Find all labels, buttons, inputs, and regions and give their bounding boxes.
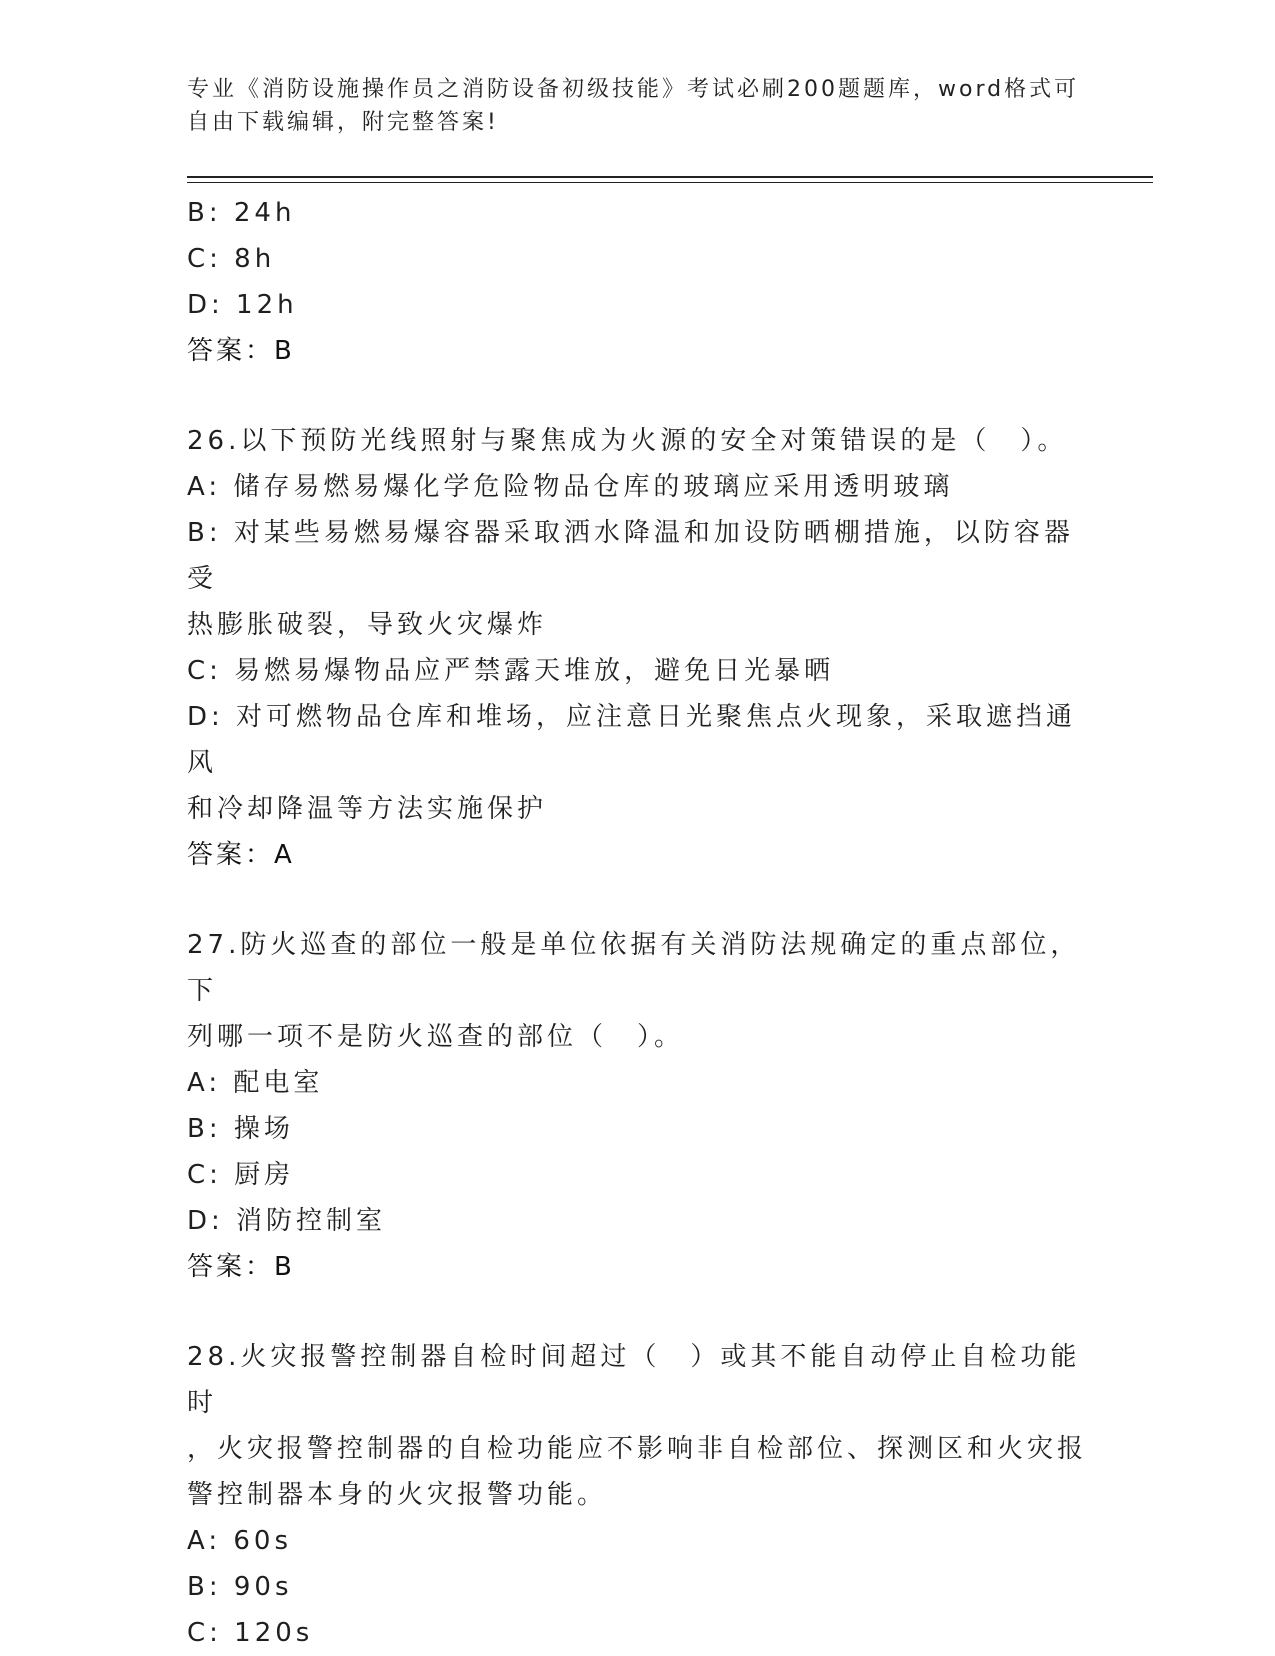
option-c: C: 厨房 — [187, 1160, 295, 1190]
option-b: B: 对某些易燃易爆容器采取洒水降温和加设防晒棚措施，以防容器受 — [187, 518, 1074, 594]
document-header — [187, 73, 1087, 139]
header-line-2: 自由下载编辑，附完整答案! — [187, 110, 499, 135]
question-26 — [187, 418, 1087, 878]
question-28 — [187, 1334, 1087, 1656]
header-rule-thick — [187, 176, 1153, 178]
answer-line: 答案：B — [187, 336, 295, 366]
spacer — [187, 374, 1087, 418]
option-b: B: 操场 — [187, 1114, 294, 1144]
option-d: D: 消防控制室 — [187, 1206, 387, 1236]
spacer — [187, 1290, 1087, 1334]
option-c: C: 易燃易爆物品应严禁露天堆放，避免日光暴晒 — [187, 656, 835, 686]
option-d: D: 12h — [187, 290, 298, 320]
question-stem: 26.以下预防光线照射与聚焦成为火源的安全对策错误的是（ ）。 — [187, 426, 1068, 456]
answer-line: 答案：A — [187, 840, 295, 870]
question-stem-continued: 警控制器本身的火灾报警功能。 — [187, 1480, 608, 1510]
header-rule-thin — [187, 182, 1153, 183]
option-c: C: 8h — [187, 244, 276, 274]
question-stem: 27.防火巡查的部位一般是单位依据有关消防法规确定的重点部位，下 — [187, 930, 1081, 1006]
question-stem-continued: 列哪一项不是防火巡查的部位（ ）。 — [187, 1022, 685, 1052]
question-content — [187, 190, 1087, 1656]
option-a: A: 储存易燃易爆化学危险物品仓库的玻璃应采用透明玻璃 — [187, 472, 954, 502]
option-d: D: 对可燃物品仓库和堆场，应注意日光聚焦点火现象，采取遮挡通风 — [187, 702, 1077, 778]
option-a: A: 配电室 — [187, 1068, 324, 1098]
option-a: A: 60s — [187, 1526, 292, 1556]
option-b: B: 24h — [187, 198, 296, 228]
option-d-continued: 和冷却降温等方法实施保护 — [187, 794, 548, 824]
question-25-tail — [187, 190, 1087, 374]
question-27 — [187, 922, 1087, 1290]
answer-line: 答案：B — [187, 1252, 295, 1282]
question-stem-continued: ，火灾报警控制器的自检功能应不影响非自检部位、探测区和火灾报 — [187, 1434, 1088, 1464]
spacer — [187, 878, 1087, 922]
header-line-1: 专业《消防设施操作员之消防设备初级技能》考试必刷200题题库，word格式可 — [187, 77, 1080, 102]
option-c: C: 120s — [187, 1618, 314, 1648]
option-b: B: 90s — [187, 1572, 293, 1602]
option-b-continued: 热膨胀破裂，导致火灾爆炸 — [187, 610, 548, 640]
question-stem: 28.火灾报警控制器自检时间超过（ ）或其不能自动停止自检功能时 — [187, 1342, 1081, 1418]
